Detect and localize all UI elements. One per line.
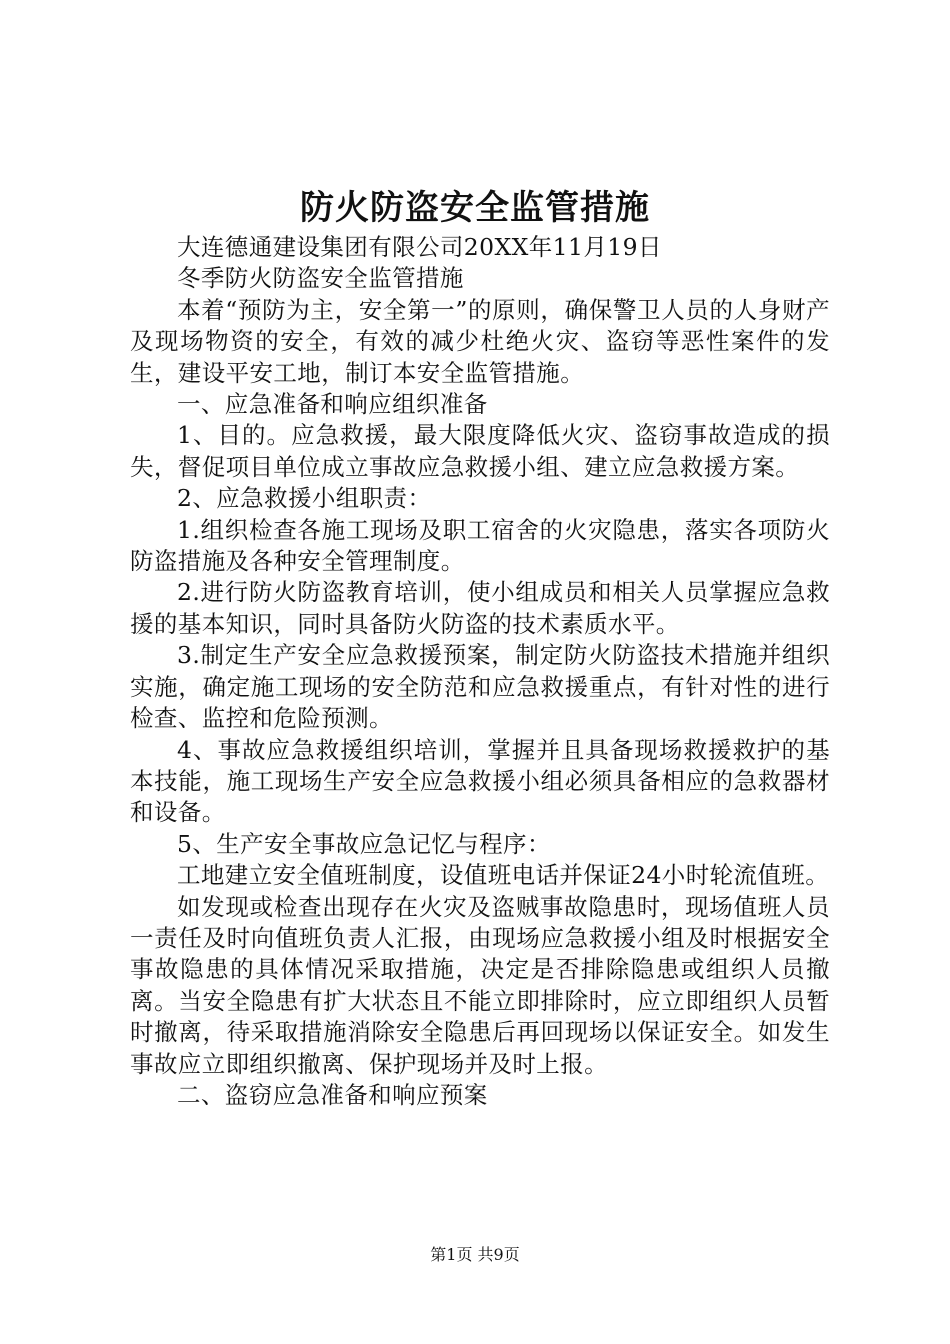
subtitle-line: 冬季防火防盗安全监管措施 <box>177 264 464 293</box>
paragraph-purpose: 1、目的。应急救援，最大限度降低火灾、盗窃事故造成的损失，督促项目单位成立事故应急救援小组、建立应急救援方案。 <box>130 421 830 481</box>
document-body <box>130 232 830 1111</box>
document-title: 防火防盗安全监管措施 <box>300 188 650 228</box>
paragraph-duty-2: 2.进行防火防盗教育培训，使小组成员和相关人员掌握应急救援的基本知识，同时具备防火防盗的技术素质水平。 <box>130 578 830 638</box>
intro-paragraph: 本着“预防为主，安全第一”的原则，确保警卫人员的人身财产及现场物资的安全，有效的减少杜绝火灾、盗窃等恶性案件的发生，建设平安工地，制订本安全监管措施。 <box>130 295 830 387</box>
paragraph-procedure-heading: 5、生产安全事故应急记忆与程序： <box>177 829 551 858</box>
page-number: 第1页 共9页 <box>430 1245 520 1264</box>
paragraph-duty-system: 工地建立安全值班制度，设值班电话并保证24小时轮流值班。 <box>177 861 830 890</box>
company-date-line: 大连德通建设集团有限公司20XX年11月19日 <box>177 233 662 261</box>
paragraph-duty-3: 3.制定生产安全应急救援预案，制定防火防盗技术措施并组织实施，确定施工现场的安全防范和应急救援重点，有针对性的进行检查、监控和危险预测。 <box>130 641 830 733</box>
paragraph-duties-heading: 2、应急救援小组职责： <box>177 484 432 513</box>
section-heading-2: 二、盗窃应急准备和响应预案 <box>177 1080 488 1109</box>
section-heading-1: 一、应急准备和响应组织准备 <box>177 390 488 419</box>
paragraph-training: 4、事故应急救援组织培训，掌握并且具备现场救援救护的基本技能，施工现场生产安全应急救援小组必须具备相应的急救器材和设备。 <box>130 735 830 827</box>
paragraph-duty-1: 1.组织检查各施工现场及职工宿舍的火灾隐患，落实各项防火防盗措施及各种安全管理制度。 <box>130 515 830 576</box>
paragraph-hazard-response: 如发现或检查出现存在火灾及盗贼事故隐患时，现场值班人员一责任及时向值班负责人汇报，由现场应急救援小组及时根据安全事故隐患的具体情况采取措施，决定是否排除隐患或组织人员撤离。当安全隐患有扩大状态且不能立即排除时，应立即组织人员暂时撤离，待采取措施消除安全隐患后再回现场以保证安全。如发生事故应立即组织撤离、保护现场并及时上报。 <box>130 892 830 1078</box>
